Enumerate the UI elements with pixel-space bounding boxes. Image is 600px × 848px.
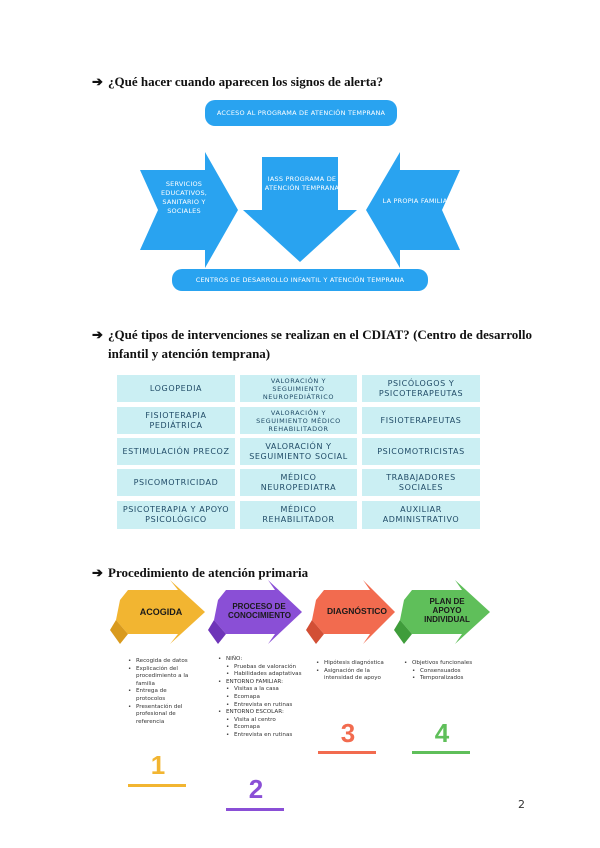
grid-cell: VALORACIÓN Y SEGUIMIENTO MÉDICO REHABILITADOR — [240, 407, 357, 434]
step-1-list — [128, 658, 194, 726]
step-2-number: 2 — [248, 774, 264, 804]
grid-cell: FISIOTERAPIA PEDIÁTRICA — [117, 407, 235, 434]
heading-text: ¿Qué tipos de intervenciones se realizan en el CDIAT? (Centro de desarrollo infantil y atención temprana) — [108, 327, 532, 361]
bullet-arrow-icon: ➔ — [92, 327, 103, 342]
grid-cell: PSICÓLOGOS Y PSICOTERAPEUTAS — [362, 375, 480, 402]
list-item: • Entrevista en rutinas — [218, 732, 310, 740]
list-item: • Consensuados — [404, 668, 490, 676]
program-access-box: ACCESO AL PROGRAMA DE ATENCIÓN TEMPRANA — [205, 100, 397, 126]
grid-cell: PSICOTERAPIA Y APOYO PSICOLÓGICO — [117, 501, 235, 529]
list-item: • Entrevista en rutinas — [218, 702, 310, 710]
grid-cell: TRABAJADORES SOCIALES — [362, 469, 480, 496]
list-item: • Pruebas de valoración — [218, 664, 310, 672]
page-number: 2 — [518, 798, 525, 811]
right-arrow-label: LA PROPIA FAMILIA — [382, 197, 448, 205]
left-arrow-label: SERVICIOS EDUCATIVOS, SANITARIO Y SOCIALES — [160, 180, 208, 215]
step-3-list — [316, 660, 386, 683]
list-item: • NIÑO: — [218, 656, 310, 664]
grid-cell: PSICOMOTRICIDAD — [117, 469, 235, 496]
list-item: • Recogida de datos — [128, 658, 194, 666]
step-4-underline — [412, 751, 470, 754]
list-item: • Asignación de la intensidad de apoyo — [316, 668, 386, 683]
step-1-underline — [128, 784, 186, 787]
step-3-title: DIAGNÓSTICO — [327, 606, 387, 616]
development-centers-box: CENTROS DE DESARROLLO INFANTIL Y ATENCIÓN TEMPRANA — [172, 269, 428, 291]
bullet-arrow-icon: ➔ — [92, 74, 103, 89]
list-item: • Ecomapa — [218, 694, 310, 702]
grid-cell: AUXILIAR ADMINISTRATIVO — [362, 501, 480, 529]
step-1-number: 1 — [150, 750, 166, 780]
list-item: • ENTORNO ESCOLAR: — [218, 709, 310, 717]
list-item: • Entrega de protocolos — [128, 688, 194, 703]
center-arrow-label: IASS PROGRAMA DE ATENCIÓN TEMPRANA — [264, 175, 340, 192]
list-item: • Visitas a la casa — [218, 686, 310, 694]
step-2-underline — [226, 808, 284, 811]
list-item: • Objetivos funcionales — [404, 660, 490, 668]
step-4-list — [404, 660, 490, 683]
grid-cell: FISIOTERAPEUTAS — [362, 407, 480, 434]
grid-cell: MÉDICO NEUROPEDIATRA — [240, 469, 357, 496]
grid-cell: MÉDICO REHABILITADOR — [240, 501, 357, 529]
grid-cell: VALORACIÓN Y SEGUIMIENTO NEUROPEDIÁTRICO — [240, 375, 357, 402]
step-4-number: 4 — [434, 718, 450, 748]
step-2-list — [218, 656, 310, 740]
heading-text: Procedimiento de atención primaria — [108, 565, 309, 580]
list-item: • Temporalizados — [404, 675, 490, 683]
list-item: • Visita al centro — [218, 717, 310, 725]
grid-cell: PSICOMOTRICISTAS — [362, 438, 480, 465]
grid-cell: ESTIMULACIÓN PRECOZ — [117, 438, 235, 465]
step-1-title: ACOGIDA — [139, 607, 183, 617]
list-item: • Explicación del procedimiento a la familia — [128, 666, 194, 689]
list-item: • Habilidades adaptativas — [218, 671, 310, 679]
heading-text: ¿Qué hacer cuando aparecen los signos de alerta? — [108, 74, 384, 89]
step-4-title: PLAN DE APOYO INDIVIDUAL — [424, 597, 470, 624]
grid-cell: VALORACIÓN Y SEGUIMIENTO SOCIAL — [240, 438, 357, 465]
step-2-title: PROCESO DE CONOCIMIENTO — [228, 602, 291, 620]
step-3-number: 3 — [340, 718, 356, 748]
list-item: • Ecomapa — [218, 724, 310, 732]
step-3-underline — [318, 751, 376, 754]
list-item: • Hipótesis diagnóstica — [316, 660, 386, 668]
list-item: • Presentación del profesional de referencia — [128, 704, 194, 727]
list-item: • ENTORNO FAMILIAR: — [218, 679, 310, 687]
bullet-arrow-icon: ➔ — [92, 565, 103, 580]
grid-cell: LOGOPEDIA — [117, 375, 235, 402]
